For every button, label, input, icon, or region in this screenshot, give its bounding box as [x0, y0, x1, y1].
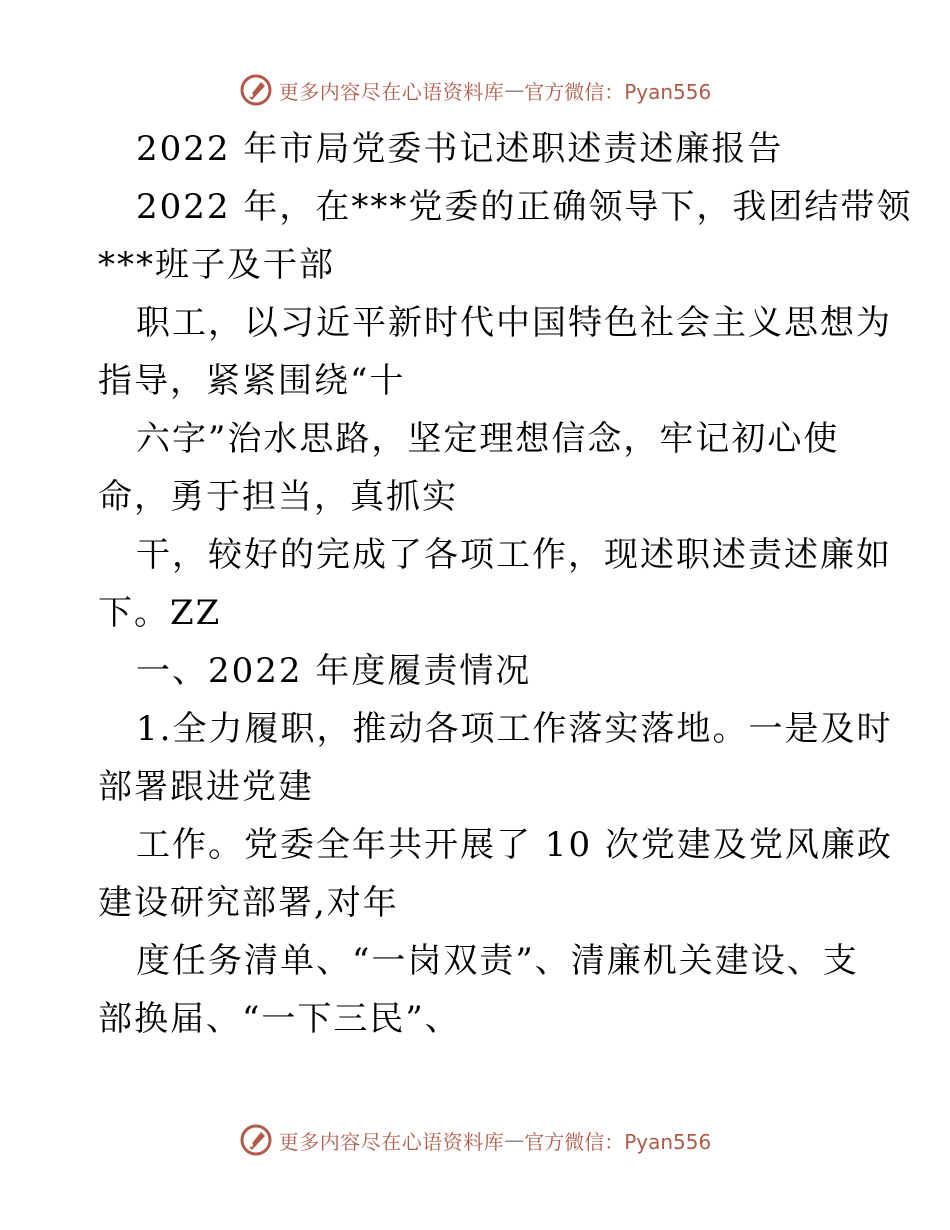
paragraph-line: 部换届、“一下三民”、: [98, 999, 461, 1039]
paragraph-line: 2022 年，在***党委的正确领导下，我团结带领: [136, 187, 913, 227]
pen-nib-logo-icon: [239, 1123, 273, 1157]
banner-text: 更多内容尽在心语资料库: [278, 1129, 505, 1154]
paragraph-line: 度任务清单、“一岗双责”、清廉机关建设、支: [136, 941, 859, 981]
banner-text: 更多内容尽在心语资料库: [278, 79, 505, 104]
paragraph-line: 1.全力履职，推动各项工作落实落地。一是及时: [136, 709, 893, 749]
paragraph-line: ***班子及干部: [98, 245, 335, 285]
paragraph-line: 干，较好的完成了各项工作，现述职述责述廉如: [136, 535, 892, 575]
banner-wechat: 官方微信：Pyan556: [524, 79, 712, 104]
paragraph-line: 六字”治水思路，坚定理想信念，牢记初心使: [136, 419, 840, 459]
paragraph-line: 工作。党委全年共开展了 10 次党建及党风廉政: [136, 825, 893, 865]
header-banner: [0, 70, 950, 110]
banner-separator: —: [504, 1128, 525, 1152]
banner-wechat: 官方微信：Pyan556: [524, 1129, 712, 1154]
section-heading: 一、2022 年度履责情况: [136, 651, 532, 691]
banner-separator: —: [504, 78, 525, 102]
paragraph-line: 命，勇于担当，真抓实: [98, 477, 458, 517]
paragraph-line: 指导，紧紧围绕“十: [98, 361, 406, 401]
paragraph-line: 部署跟进党建: [98, 767, 314, 807]
footer-banner: [0, 1120, 950, 1160]
document-title: 2022 年市局党委书记述职述责述廉报告: [136, 129, 784, 169]
pen-nib-logo-icon: [239, 73, 273, 107]
paragraph-line: 建设研究部署,对年: [98, 883, 399, 923]
paragraph-line: 职工，以习近平新时代中国特色社会主义思想为: [136, 303, 892, 343]
document-body: [98, 120, 913, 1048]
paragraph-line: 下。ZZ: [98, 593, 222, 633]
